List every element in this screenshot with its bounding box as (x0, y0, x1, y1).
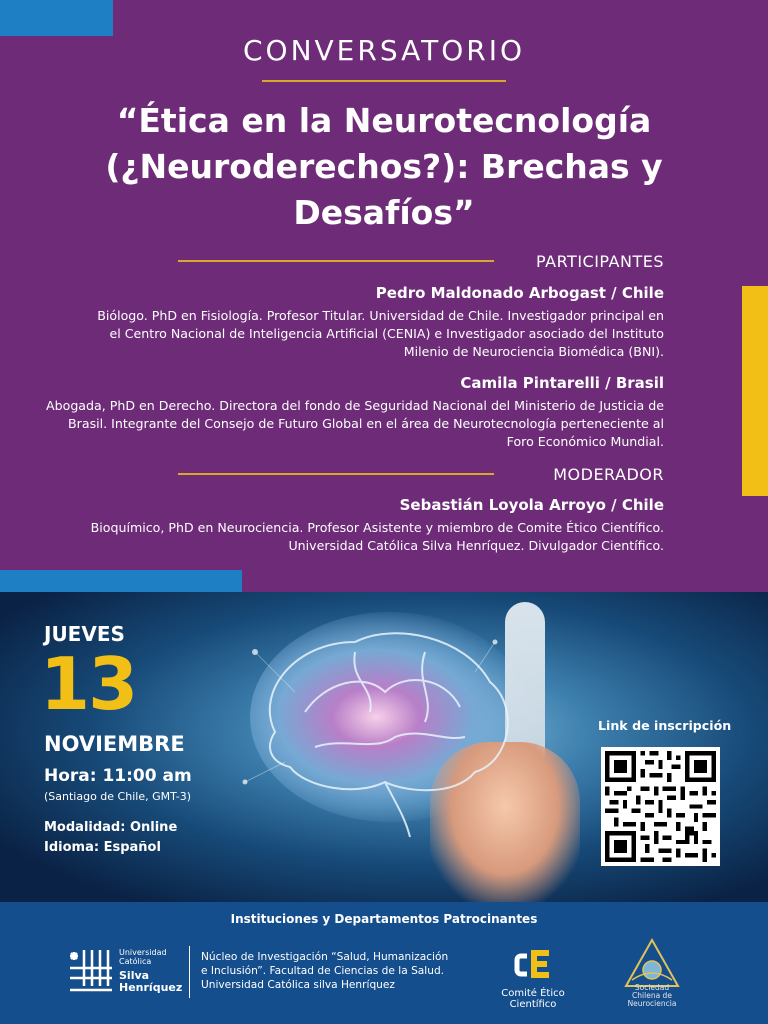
event-title: “Ética en la Neurotecnología (¿Neuroderechos?): Brechas y Desafíos” (105, 101, 663, 232)
registration-qr-code[interactable] (601, 747, 720, 866)
yellow-side-bar (742, 286, 768, 496)
ucsh-line: Silva (119, 969, 150, 982)
brain-icon (235, 612, 535, 842)
event-date: 13 (40, 642, 137, 726)
participant-bio: Abogada, PhD en Derecho. Directora del fondo de Seguridad Nacional del Ministerio de Justicia de Brasil. Integrante del Consejo de Futuro Global en el área de Neurotecnología perteneciente al Foro Económico Mundial. (46, 398, 664, 449)
moderator-heading (178, 465, 664, 487)
ucsh-line: Católica (119, 957, 152, 966)
participant-2 (44, 373, 664, 451)
scn-line: Neurociencia (627, 999, 677, 1008)
moderator-label: MODERADOR (553, 465, 664, 484)
event-details (44, 818, 177, 858)
scn-line: Sociedad (634, 983, 670, 992)
scn-line: Chilena de (632, 991, 672, 1000)
ucsh-line: Universidad (119, 948, 167, 957)
footer-divider (189, 946, 190, 998)
ucsh-logo-icon (66, 946, 116, 996)
event-hour: Hora: 11:00 am (44, 766, 192, 786)
sponsors-title: Instituciones y Departamentos Patrocinantes (230, 912, 538, 926)
gold-divider (178, 473, 494, 475)
sponsors-footer (0, 902, 768, 1024)
cec-line: Comité Ético (501, 988, 565, 999)
ucsh-name-small (119, 948, 167, 966)
event-timezone: (Santiago de Chile, GMT-3) (44, 790, 192, 803)
gold-divider (178, 260, 494, 262)
participant-name: Pedro Maldonado Arbogast / Chile (375, 284, 664, 302)
event-month: NOVIEMBRE (44, 732, 185, 756)
moderator (64, 495, 664, 555)
registration-link-label: Link de inscripción (598, 718, 732, 733)
moderator-name: Sebastián Loyola Arroyo / Chile (399, 496, 664, 514)
comite-etico-name (496, 988, 570, 1010)
ucsh-line: Henríquez (119, 981, 183, 994)
event-modality: Modalidad: Online (44, 820, 178, 835)
participant-name: Camila Pintarelli / Brasil (460, 374, 664, 392)
ucsh-name-big (119, 970, 182, 994)
hero-image (0, 592, 768, 902)
qr-code-icon (605, 751, 716, 862)
event-type: CONVERSATORIO (242, 34, 525, 67)
event-day: JUEVES (44, 622, 125, 646)
blue-accent-bar (0, 570, 242, 592)
gold-divider (262, 80, 506, 82)
participant-1 (84, 283, 664, 361)
moderator-bio: Bioquímico, PhD en Neurociencia. Profesor Asistente y miembro de Comite Ético Científico. Universidad Católica Silva Henríquez. Divulgador Científico. (90, 520, 664, 553)
sociedad-neurociencia-name (612, 984, 692, 1008)
research-nucleus-text: Núcleo de Investigación “Salud, Humanización e Inclusión”. Facultad de Ciencias de la Salud. Universidad Católica silva Henríquez (201, 951, 449, 991)
participant-bio: Biólogo. PhD en Fisiología. Profesor Titular. Universidad de Chile. Investigador principal en el Centro Nacional de Inteligencia Artificial (CENIA) e Investigador asociado del Instituto Milenio de Neurociencia Biomédica (BNI). (97, 308, 664, 359)
participants-heading (178, 252, 664, 274)
cec-line: Científico (509, 999, 557, 1010)
blue-corner-bar (0, 0, 113, 36)
comite-etico-logo-icon (513, 946, 553, 984)
event-language: Idioma: Español (44, 840, 161, 855)
participants-label: PARTICIPANTES (536, 252, 664, 271)
